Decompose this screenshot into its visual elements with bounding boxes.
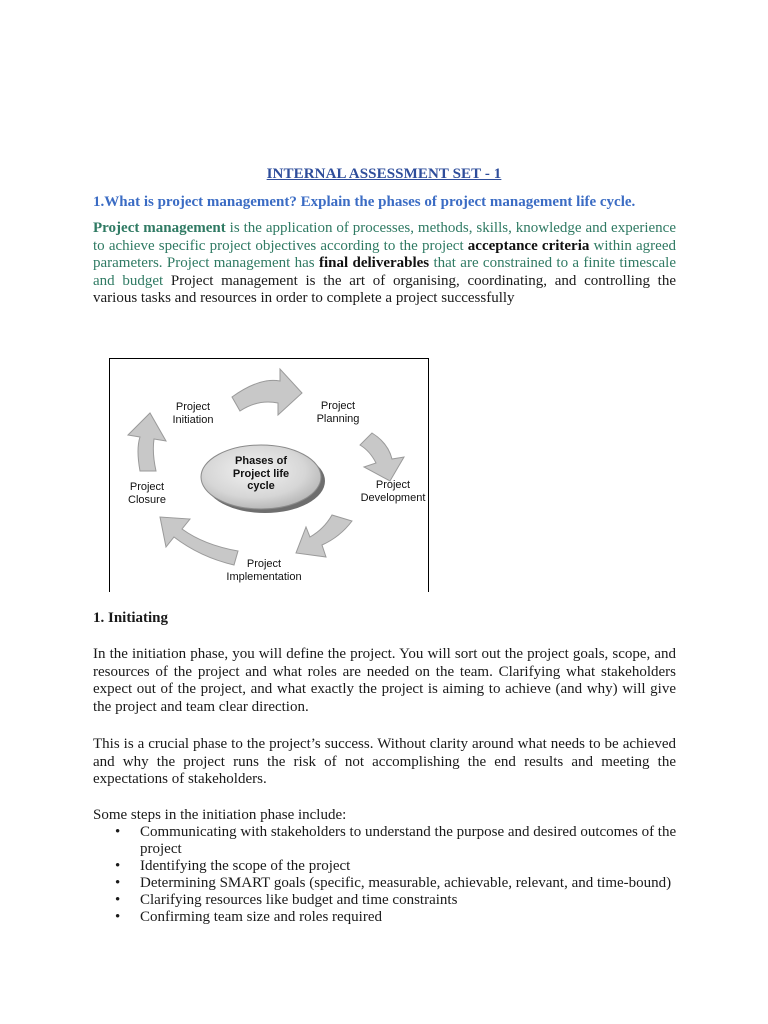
center-label: Phases of Project life cycle <box>232 455 290 492</box>
bullet: • <box>115 824 121 840</box>
list-item <box>93 909 683 926</box>
bullet: • <box>115 875 121 891</box>
bullet: • <box>115 892 121 908</box>
list-item-text: Identifying the scope of the project <box>140 858 351 874</box>
arrow-initiation-to-planning <box>232 369 302 415</box>
intro-paragraph <box>93 220 676 308</box>
question-heading: 1.What is project management? Explain the phases of project management life cycle. <box>93 194 636 210</box>
term-acceptance-criteria: acceptance criteria <box>467 237 590 254</box>
label-planning: Project Planning <box>316 400 360 425</box>
label-development: Project Development <box>360 479 426 504</box>
page-title: INTERNAL ASSESSMENT SET - 1 <box>266 166 502 182</box>
bullet: • <box>115 858 121 874</box>
intro-text-4: Project management is the art of organising, coordinating, and controlling the various tasks and resources in order to complete a project successfully <box>93 272 676 306</box>
label-closure: Project Closure <box>128 481 166 506</box>
intro-text-3: that are constrained to a finite timescale and budget <box>93 255 676 289</box>
list-item <box>93 824 683 858</box>
paragraph-initiation-phase: In the initiation phase, you will define the project. You will sort out the project goals, scope, and resources of the project and what roles are needed on the team. Clarifying what stakeholders expect out of the project, and what exactly the project is aiming to achieve (and why) will give the project and team clear direction. <box>93 646 676 715</box>
section-heading-initiating: 1. Initiating <box>93 610 169 626</box>
project-lifecycle-diagram <box>109 358 429 592</box>
initiation-steps-list <box>93 824 683 926</box>
list-item-text: Confirming team size and roles required <box>140 909 383 925</box>
term-project-management: Project management <box>93 220 226 236</box>
label-initiation: Project Initiation <box>172 401 214 426</box>
bullet: • <box>115 909 121 925</box>
list-item-text: Communicating with stakeholders to understand the purpose and desired outcomes of the project <box>140 824 677 857</box>
list-item-text: Clarifying resources like budget and time constraints <box>140 892 458 908</box>
arrow-planning-to-development <box>360 433 404 481</box>
list-item <box>93 858 683 875</box>
list-item <box>93 875 683 892</box>
paragraph-crucial-phase: This is a crucial phase to the project’s success. Without clarity around what needs to be achieved and why the project runs the risk of not accomplishing the end results and meeting the expectations of stakeholders. <box>93 736 676 787</box>
list-item <box>93 892 683 909</box>
intro-text-1: is the application of processes, methods, skills, knowledge and experience to achieve specific project objectives according to the project <box>93 220 677 254</box>
list-item-text: Determining SMART goals (specific, measurable, achievable, relevant, and time-bound) <box>140 875 672 891</box>
steps-intro: Some steps in the initiation phase include: <box>93 807 347 823</box>
term-final-deliverables: final deliverables <box>318 255 430 271</box>
label-implementation: Project Implementation <box>226 558 302 583</box>
arrow-development-to-implementation <box>296 515 352 557</box>
intro-text-2: within agreed parameters. Project management has <box>93 237 676 271</box>
